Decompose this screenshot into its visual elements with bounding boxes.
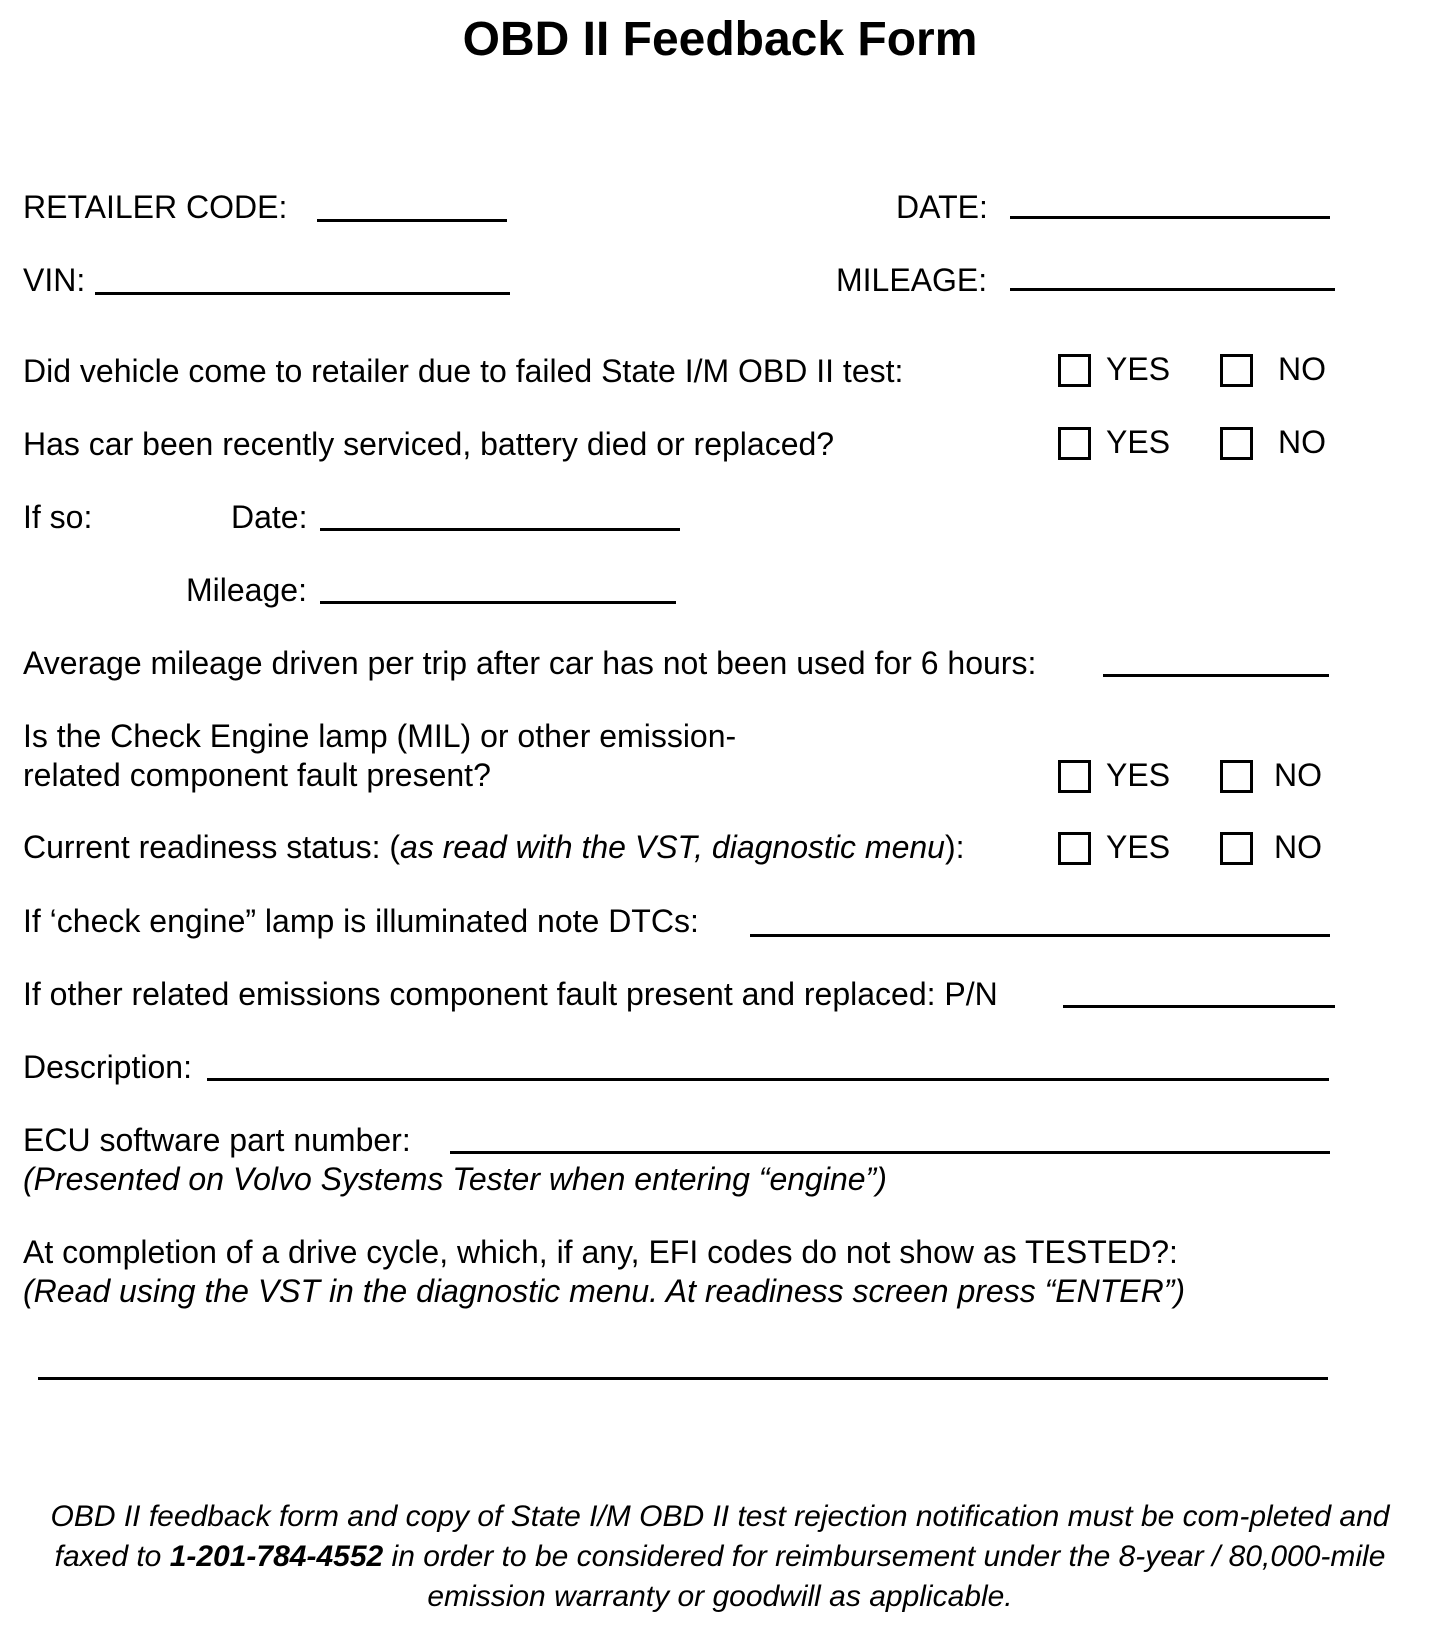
if-so-mileage-label: Mileage: [186, 572, 307, 608]
if-so-label: If so: [23, 499, 93, 535]
vin-field[interactable] [95, 292, 510, 295]
drive-cycle-question: At completion of a drive cycle, which, if any, EFI codes do not show as TESTED?: [23, 1234, 1178, 1270]
check-engine-question-line1: Is the Check Engine lamp (MIL) or other emission- [23, 718, 737, 754]
drive-cycle-field[interactable] [38, 1377, 1328, 1380]
serviced-no-label: NO [1278, 424, 1326, 460]
check-engine-yes-label: YES [1106, 757, 1171, 793]
description-label: Description: [23, 1049, 192, 1085]
check-engine-question-line2: related component fault present? [23, 757, 491, 793]
mileage-label: MILEAGE: [836, 262, 988, 298]
serviced-yes-label: YES [1106, 424, 1171, 460]
serviced-no-checkbox[interactable] [1220, 427, 1253, 460]
serviced-question: Has car been recently serviced, battery died or replaced? [23, 426, 835, 462]
readiness-no-label: NO [1274, 829, 1322, 865]
failed-test-yes-checkbox[interactable] [1058, 354, 1091, 387]
if-so-date-label: Date: [231, 499, 308, 535]
retailer-code-label: RETAILER CODE: [23, 189, 288, 225]
date-label: DATE: [896, 189, 988, 225]
avg-mileage-question: Average mileage driven per trip after car has not been used for 6 hours: [23, 645, 1037, 681]
readiness-yes-checkbox[interactable] [1058, 832, 1091, 865]
check-engine-yes-checkbox[interactable] [1058, 760, 1091, 793]
fax-number: 1-201-784-4552 [169, 1540, 384, 1573]
dtcs-field[interactable] [750, 934, 1330, 937]
failed-test-no-label: NO [1278, 351, 1326, 387]
part-number-field[interactable] [1063, 1005, 1335, 1008]
ecu-part-note: (Presented on Volvo Systems Tester when entering “engine”) [23, 1161, 887, 1197]
failed-test-yes-label: YES [1106, 351, 1171, 387]
readiness-question: Current readiness status: (as read with the VST, diagnostic menu): [23, 829, 965, 865]
check-engine-no-checkbox[interactable] [1220, 760, 1253, 793]
serviced-yes-checkbox[interactable] [1058, 427, 1091, 460]
footer-note: OBD II feedback form and copy of State I/M OBD II test rejection notification must be com-pleted and faxed to 1-201-784-4552 in order to be considered for reimbursement under the 8-year / 80,000-mile emission warranty or goodwill as applicable. [50, 1500, 1390, 1613]
if-so-mileage-field[interactable] [320, 601, 676, 604]
mileage-field[interactable] [1010, 288, 1335, 291]
if-so-date-field[interactable] [320, 528, 680, 531]
failed-test-question: Did vehicle come to retailer due to failed State I/M OBD II test: [23, 353, 904, 389]
form-title: OBD II Feedback Form [462, 13, 978, 66]
readiness-yes-label: YES [1106, 829, 1171, 865]
drive-cycle-note: (Read using the VST in the diagnostic menu. At readiness screen press “ENTER”) [23, 1273, 1185, 1309]
date-field[interactable] [1010, 216, 1330, 219]
failed-test-no-checkbox[interactable] [1220, 354, 1253, 387]
retailer-code-field[interactable] [317, 219, 507, 222]
readiness-no-checkbox[interactable] [1220, 832, 1253, 865]
check-engine-no-label: NO [1274, 757, 1322, 793]
avg-mileage-field[interactable] [1103, 674, 1329, 677]
vin-label: VIN: [23, 262, 86, 298]
description-field[interactable] [207, 1078, 1329, 1081]
dtcs-question: If ‘check engine” lamp is illuminated note DTCs: [23, 903, 699, 939]
ecu-part-label: ECU software part number: [23, 1122, 411, 1158]
ecu-part-field[interactable] [450, 1151, 1330, 1154]
other-fault-question: If other related emissions component fault present and replaced: P/N [23, 976, 998, 1012]
